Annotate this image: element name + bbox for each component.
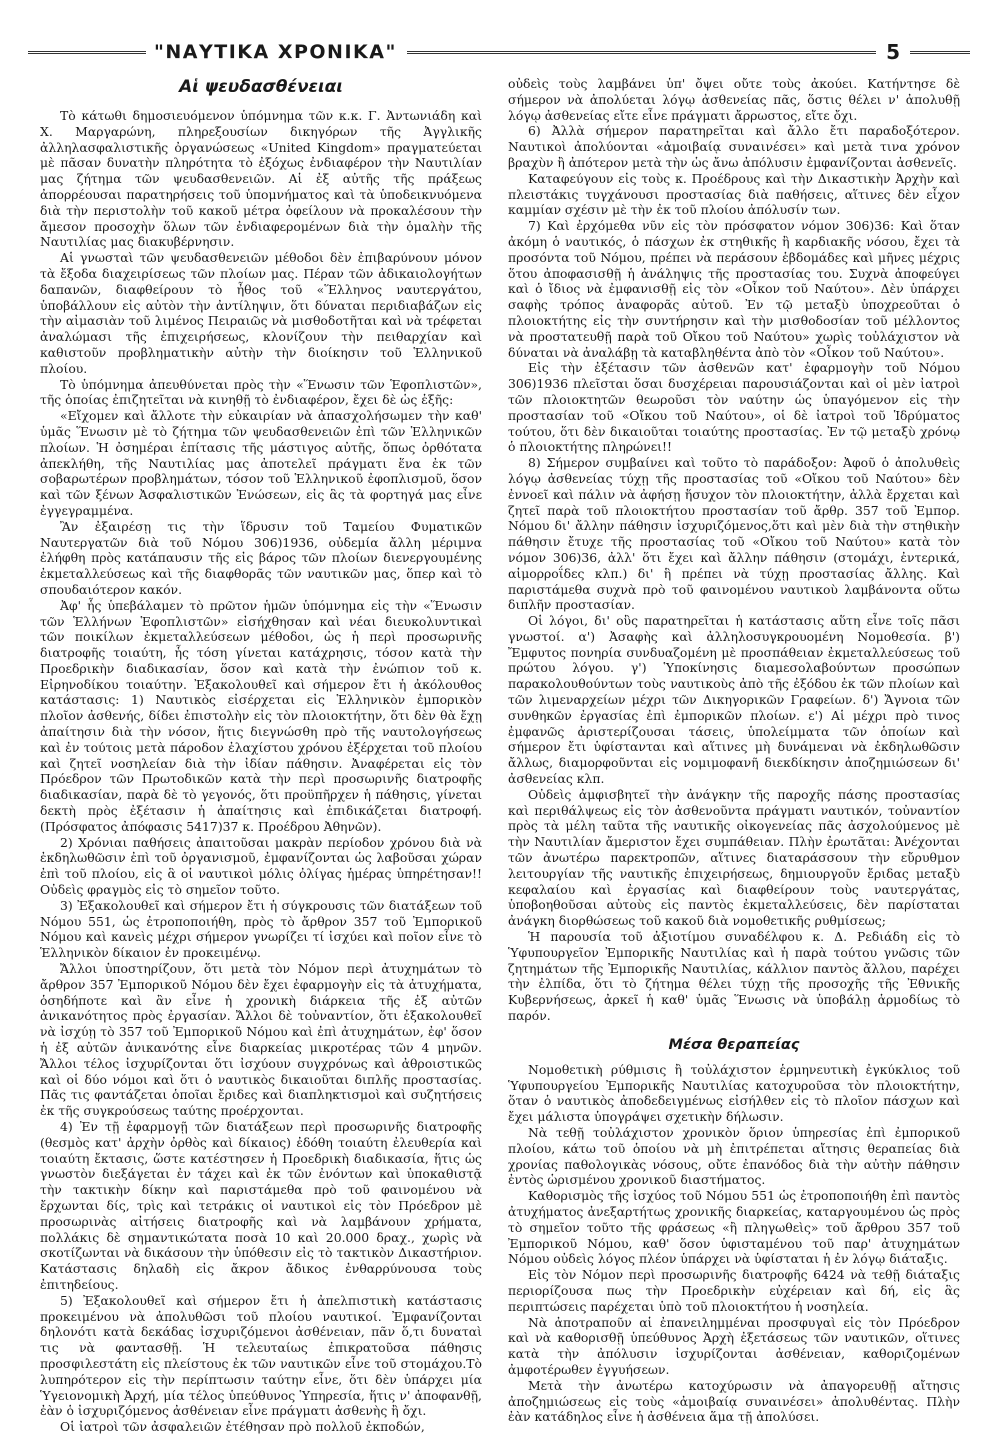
header-rule-left: [28, 51, 146, 54]
article-paragraph: Εἰς τὴν ἐξέτασιν τῶν ἀσθενῶν κατ' ἐφαρμογὴν τοῦ Νόμου 306)1936 πλεῖσται ὅσαι δυσχέρειαι παρουσιάζονται καὶ οἱ μὲν ἰατροὶ τῶν πλοιοκτητῶν θεωροῦσι τὸν ναύτην ὡς ὑπαγόμενον εἰς τὴν προστασίαν τοῦ «Οἴκου τοῦ Ναύτου», οἱ δὲ ἰατροὶ τοῦ Ἱδρύματος τούτου, ὅτι δὲν δικαιοῦται τοιαύτης προστασίας. Ἐν τῷ μεταξὺ χρόνῳ ὁ πλοιοκτήτης πληρώνει!!: [508, 360, 960, 455]
article-paragraph: Νὰ τεθῇ τοὐλάχιστον χρονικὸν ὅριον ὑπηρεσίας ἐπὶ ἐμπορικοῦ πλοίου, κάτω τοῦ ὁποίου νὰ μὴ ἐπιτρέπεται αἴτησις θεραπείας διὰ χρονίας παθολογικὰς νόσους, οὔτε ἐπανόδος διὰ τὴν αὐτὴν πάθησιν ἐντὸς ὡρισμένου χρονικοῦ διαστήματος.: [508, 1125, 960, 1188]
masthead: "ΝΑΥΤΙΚΑ ΧΡΟΝΙΚΑ": [154, 41, 397, 63]
article-paragraph: Νὰ ἀποτραποῦν αἱ ἐπανειλημμέναι προσφυγαὶ εἰς τὸν Πρόεδρον καὶ νὰ καθορισθῇ ὑπεύθυνος Ἀρχὴ ἐξετάσεως τῶν ναυτικῶν, οἵτινες κατὰ τὴν ἀπόλυσιν ἰσχυρίζονται ἀσθένειαν, καθοριζομένων ἀμφοτέρωθεν ἐγγυήσεων.: [508, 1314, 960, 1377]
right-column: [508, 76, 960, 1425]
article-paragraph: Ἄλλοι ὑποστηρίζουν, ὅτι μετὰ τὸν Νόμον περὶ ἀτυχημάτων τὸ ἄρθρον 357 Ἐμπορικοῦ Νόμου δὲν ἔχει ἐφαρμογὴν εἰς τὰ ἀτυχήματα, ὁσηδήποτε καὶ ἂν εἶνε ἡ χρονικὴ διάρκεια τῆς ἐξ αὐτῶν ἀνικανότητος πρὸς ἐργασίαν. Ἄλλοι δὲ τοὐναντίον, ὅτι ἐξακολουθεῖ νὰ ἰσχύῃ τὸ 357 τοῦ Ἐμπορικοῦ Νόμου καὶ ἐπὶ ἀτυχημάτων, ἐφ' ὅσον ἡ ἐξ αὐτῶν ἀνικανότης εἶνε διαρκείας μικροτέρας τῶν 4 μηνῶν. Ἄλλοι τέλος ἰσχυρίζονται ὅτι ἰσχύουν συγχρόνως καὶ ἀθροιστικῶς καὶ οἱ δύο νόμοι καὶ ὅτι ὁ ναυτικὸς δικαιοῦται διπλῆς προστασίας. Πᾶς τις φαντάζεται ὁποῖαι ἔριδες καὶ διαπληκτισμοὶ καὶ συζητήσεις ἐκ τῆς συγκρούσεως ταύτης προέρχονται.: [40, 961, 482, 1119]
article-paragraph: Οἱ λόγοι, δι' οὓς παρατηρεῖται ἡ κατάστασις αὕτη εἶνε τοῖς πᾶσι γνωστοί. α') Ἀσαφὴς καὶ ἀλληλοσυγκρουομένη Νομοθεσία. β') Ἔμφυτος πονηρία συνδυαζομένη μὲ προσπάθειαν ἐκμεταλλεύσεως τοῦ πρώτου λόγου. γ') Ὑποκίνησις διαμεσολαβούντων προσώπων παρακολουθούντων τοὺς ναυτικοὺς ἀπὸ τῆς ἐξόδου ἐκ τῶν πλοίων καὶ τῶν λιμεναρχείων μέχρι τῶν Δικηγορικῶν Γραφείων. δ') Ἄγνοια τῶν συνθηκῶν ἐργασίας ἐπὶ ἐμπορικῶν πλοίων. ε') Αἱ μέχρι πρὸ τινος ἐμφανῶς ἀριστερίζουσαι τάσεις, ὑπολείμματα τῶν ὁποίων καὶ σήμερον ἔτι ὑφίστανται καὶ αἵτινες μὴ δυνάμεναι νὰ ἐκδηλωθῶσιν ἄλλως, διαμορφοῦνται εἰς νομιμοφανῆ διεκδίκησιν ἀποζημιώσεων δι' ἀσθενείας κλπ.: [508, 613, 960, 787]
article-paragraph: Καθορισμὸς τῆς ἰσχύος τοῦ Νόμου 551 ὡς ἐτροποποιήθη ἐπὶ παντὸς ἀτυχήματος ἀνεξαρτήτως χρονικῆς διαρκείας, καταργουμένου ὡς πρὸς τὸ σημεῖον τοῦτο τῆς φράσεως «ἢ πληγωθεὶς» τοῦ ἄρθρου 357 τοῦ Ἐμπορικοῦ Νόμου, καθ' ὅσον ὑφισταμένου τοῦ παρ' ἀτυχημάτων Νόμου οὐδεὶς λόγος πλέον ὑπάρχει νὰ ὑφίσταται ἡ ἐν λόγῳ διάταξις.: [508, 1188, 960, 1267]
article-paragraph: 3) Ἐξακολουθεῖ καὶ σήμερον ἔτι ἡ σύγκρουσις τῶν διατάξεων τοῦ Νόμου 551, ὡς ἐτροποποιήθη, πρὸς τὸ ἄρθρον 357 τοῦ Ἐμπορικοῦ Νόμου καὶ κανεὶς μέχρι σήμερον γνωρίζει τί ἰσχύει καὶ ποῖον εἶνε τὸ Ἑλληνικὸν δίκαιον ἐν προκειμένῳ.: [40, 897, 482, 961]
left-column: [40, 76, 482, 1435]
article-paragraph: Μετὰ τὴν ἀνωτέρω κατοχύρωσιν νὰ ἀπαγορευθῇ αἴτησις ἀποζημιώσεως εἰς τοὺς «ἀμοιβαίᾳ συναινέσει» ἀπολυθέντας. Πλὴν ἐὰν κατάδηλος εἶνε ἡ ἀσθένεια ἅμα τῇ ἀπολύσει.: [508, 1377, 960, 1425]
header-rule-right: [910, 51, 970, 54]
article-paragraph: «Εἴχομεν καὶ ἄλλοτε τὴν εὐκαιρίαν νὰ ἀπασχολήσωμεν τὴν καθ' ὑμᾶς Ἕνωσιν μὲ τὸ ζήτημα τῶν ψευδασθενειῶν ἐπὶ τῶν Ἑλληνικῶν πλοίων. Ἡ ὀσημέραι ἐπίτασις τῆς μάστιγος αὐτῆς, ὅπως ὀρθότατα ἀπεκλήθη, τῆς Ναυτιλίας μας ἀποτελεῖ πράγματι ἕνα ἐκ τῶν σοβαρωτέρων προβλημάτων, τόσον τοῦ Ἑλληνικοῦ ἐφοπλισμοῦ, ὅσον καὶ τῶν ξένων Ἀσφαλιστικῶν Ἑνώσεων, εἰς ἃς τὰ φορτηγά μας εἶνε ἐγγεγραμμένα.: [40, 408, 482, 518]
page-header: [28, 40, 970, 64]
article-paragraph: Τὸ κάτωθι δημοσιευόμενον ὑπόμνημα τῶν κ.κ. Γ. Ἀντωνιάδη καὶ Χ. Μαργαρώνη, πληρεξουσίων δικηγόρων τῆς Ἀγγλικῆς ἀλληλασφαλιστικῆς ὀργανώσεως «United Kingdom» πραγματεύεται μὲ πᾶσαν δυνατὴν πληρότητα τὸ ἐξόχως ἐνδιαφέρον τὴν Ναυτιλίαν μας ζήτημα τῶν ψευδασθενειῶν. Αἱ ἐξ αὐτῆς τῆς πράξεως ἀπορρέουσαι παρατηρήσεις τοῦ ὑπομνήματος καὶ τὰ ὑποδεικνυόμενα διὰ τὴν περιστολὴν τοῦ κακοῦ μέτρα ὀφείλουν νὰ προκαλέσουν τὴν ἄμεσον προσοχὴν ὅλων τῶν ἐνδιαφερομένων διὰ τὴν ὁμαλὴν τῆς Ναυτιλίας μας διακυβέρνησιν.: [40, 108, 482, 250]
article-paragraph: 6) Ἀλλὰ σήμερον παρατηρεῖται καὶ ἄλλο ἔτι παραδοξότερον. Ναυτικοὶ ἀπολύονται «ἀμοιβαίᾳ συναινέσει» καὶ μετὰ τινα χρόνον βραχὺν ἢ ἀπότερον μετὰ τὴν ὡς ἄνω ἀπόλυσιν ἐμφανίζονται ἀσθενεῖς.: [508, 123, 960, 170]
article-paragraph: Καταφεύγουν εἰς τοὺς κ. Προέδρους καὶ τὴν Δικαστικὴν Ἀρχὴν καὶ πλειστάκις τυγχάνουσι προστασίας διὰ παθήσεις, αἵτινες δὲν εἶχον καμμίαν σχέσιν μὲ τὴν ἐκ τοῦ πλοίου ἀπόλυσίν των.: [508, 170, 960, 218]
section-subtitle: Μέσα θεραπείας: [668, 1036, 800, 1053]
article-paragraph: Τὸ ὑπόμνημα ἀπευθύνεται πρὸς τὴν «Ἕνωσιν τῶν Ἑφοπλιστῶν», τῆς ὁποίας ἐπιζητεῖται νὰ κινηθῇ τὸ ἐνδιαφέρον, ἔχει δὲ ὡς ἑξῆς:: [40, 376, 482, 408]
article-paragraph: Οὐδεὶς ἀμφισβητεῖ τὴν ἀνάγκην τῆς παροχῆς πάσης προστασίας καὶ περιθάλψεως εἰς τὸν ἀσθενοῦντα πράγματι ναυτικόν, τοὐναντίον πρὸς τὰ μέλη ταῦτα τῆς ναυτικῆς οἰκογενείας πᾶς ἀσχολούμενος μὲ τὴν Ναυτιλίαν ἄμεριστον ἔχει συμπάθειαν. Πλὴν ἐρωτᾶται: Ἀνέχονται τῶν ἀνωτέρω παρεκτροπῶν, αἵτινες διαταράσσουν τὴν εὔρυθμον λειτουργίαν τῆς ναυτικῆς ἐπιχειρήσεως, δημιουργοῦν ἔριδας μεταξὺ κεφαλαίου καὶ ἐργασίας καὶ διαφθείρουν τοὺς ναυτεργάτας, ὑποβοηθοῦσαι αὐτοὺς εἰς παντὸς ἐκμεταλλεύσεις, δὲν παρίσταται ἀνάγκη διορθώσεως τοῦ κακοῦ διὰ νομοθετικῆς ρυθμίσεως;: [508, 786, 960, 929]
article-paragraph: Ἀφ' ἧς ὑπεβάλαμεν τὸ πρῶτον ἡμῶν ὑπόμνημα εἰς τὴν «Ἕνωσιν τῶν Ἑλλήνων Ἑφοπλιστῶν» εἰσήχθησαν καὶ νέαι διευκολυντικαὶ τῶν ποικίλων ἐκμεταλλεύσεων μέθοδοι, ὡς ἡ περὶ προσωρινῆς διατροφῆς τοιαύτη, ἧς τόση γίνεται κατάχρησις, τόσον κατὰ τὴν Προεδρικὴν διαδικασίαν, ὅσον καὶ κατὰ τὴν ἐνώπιον τοῦ κ. Εἰρηνοδίκου τοιαύτην. Ἐξακολουθεῖ καὶ σήμερον ἔτι ἡ ἀκόλουθος κατάστασις: 1) Ναυτικὸς εἰσέρχεται εἰς Ἑλληνικὸν ἐμπορικὸν πλοῖον ἀσθενής, δίδει ἐπιστολὴν εἰς τὸν πλοιοκτήτην, ὅτι δὲν θὰ ἔχῃ ἀπαίτησιν διὰ τὴν νόσον, ἥτις διεγνώσθη πρὸ τῆς ναυτολογήσεως καὶ ἐν τούτοις μετὰ πάροδον ἐλαχίστου χρόνου ἐξέρχεται τοῦ πλοίου καὶ ζητεῖ νοσηλείαν διὰ τὴν ἰδίαν πάθησιν. Ἀναφέρεται εἰς τὸν Πρόεδρον τῶν Πρωτοδικῶν κατὰ τὴν περὶ προσωρινῆς διατροφῆς διαδικασίαν, παρὰ δὲ τὸ γεγονός, ὅτι προϋπῆρχεν ἡ πάθησις, γίνεται δεκτὴ πρὸς ἐξέτασιν ἡ ἀπαίτησις καὶ ἐπιδικάζεται διατροφή. (Πρόσφατος ἀπόφασις 5417)37 κ. Προέδρου Ἀθηνῶν).: [40, 597, 482, 834]
article-paragraph: Ἂν ἐξαιρέσῃ τις τὴν ἵδρυσιν τοῦ Ταμείου Φυματικῶν Ναυτεργατῶν διὰ τοῦ Νόμου 306)1936, οὐδεμία ἄλλη μέριμνα ἐλήφθη πρὸς κατάπαυσιν τῆς εἰς βάρος τῶν πλοίων διενεργουμένης ἐκμεταλλεύσεως καὶ τῆς διαφθορᾶς τῶν ναυτικῶν μας, ὅπερ καὶ τὸ σπουδαιότερον κακόν.: [40, 518, 482, 597]
header-rule-middle: [407, 51, 876, 54]
page-number: 5: [886, 40, 900, 64]
article-paragraph: Ἡ παρουσία τοῦ ἀξιοτίμου συναδέλφου κ. Δ. Ρεδιάδη εἰς τὸ Ὑφυπουργεῖον Ἐμπορικῆς Ναυτιλίας καὶ ἡ παρὰ τούτου γνῶσις τῶν ζητημάτων τῆς Ἐμπορικῆς Ναυτιλίας, κάλλιον παντὸς ἄλλου, παρέχει τὴν ἐλπίδα, ὅτι τὸ ζήτημα θέλει τύχῃ τῆς προσοχῆς τῆς Ἐθνικῆς Κυβερνήσεως, ἀρκεῖ ἡ καθ' ὑμᾶς Ἕνωσις νὰ ὑποβάλῃ ἁρμοδίως τὸ παρόν.: [508, 929, 960, 1024]
article-paragraph: Νομοθετικὴ ρύθμισις ἢ τοὐλάχιστον ἑρμηνευτικὴ ἐγκύκλιος τοῦ Ὑφυπουργείου Ἐμπορικῆς Ναυτιλίας κατοχυροῦσα τὸν πλοιοκτήτην, ὅταν ὁ ναυτικὸς ἀποδεδειγμένως εἰσήλθεν εἰς τὸ πλοῖον πάσχων καὶ ἔχει μάλιστα ὑπογράψει σχετικὴν δήλωσιν.: [508, 1061, 960, 1125]
article-paragraph: 5) Ἐξακολουθεῖ καὶ σήμερον ἔτι ἡ ἀπελπιστικὴ κατάστασις προκειμένου νὰ ἀπολυθῶσι τοῦ πλοίου ναυτικοί. Ἐμφανίζονται δηλονότι κατὰ δεκάδας ἰσχυριζόμενοι ἀσθένειαν, πᾶν ὅ,τι δυναταὶ τις νὰ φαντασθῇ. Ἡ τελευταίως ἐπικρατοῦσα πάθησις προσφιλεστάτη εἰς πλείστους ἐκ τῶν ναυτικῶν εἶνε τοῦ στομάχου.Τὸ λυπηρότερον εἰς τὴν περίπτωσιν ταύτην εἶνε, ὅτι δὲν ὑπάρχει μία Ὑγειονομικὴ Ἀρχή, μία τέλος ὑπεύθυνος Ὑπηρεσία, ἥτις ν' ἀποφανθῇ, ἐὰν ὁ ἰσχυριζόμενος ἀσθένειαν εἶνε πράγματι ἀσθενὴς ἢ ὄχι.: [40, 1292, 482, 1419]
article-paragraph: Οἱ ἰατροὶ τῶν ἀσφαλειῶν ἐτέθησαν πρὸ πολλοῦ ἐκποδών,: [60, 1419, 425, 1435]
article-paragraph: Εἰς τὸν Νόμον περὶ προσωρινῆς διατροφῆς 6424 νὰ τεθῇ διάταξις περιορίζουσα πως τὴν Προεδρικὴν εὐχέρειαν καὶ δή, εἰς ἃς περιπτώσεις παρέχεται ὑπὸ τοῦ πλοιοκτήτου ἡ νοσηλεία.: [508, 1267, 960, 1314]
article-paragraph: 8) Σήμερον συμβαίνει καὶ τοῦτο τὸ παράδοξον: Ἀφοῦ ὁ ἀπολυθεὶς λόγῳ ἀσθενείας τύχῃ τῆς προστασίας τοῦ «Οἴκου τοῦ Ναύτου» δὲν ἐννοεῖ καὶ πάλιν νὰ ἀφήσῃ ἥσυχον τὸν πλοιοκτήτην, ἀλλὰ ἔρχεται καὶ ζητεῖ παρὰ τοῦ πλοιοκτήτου προστασίαν τοῦ ἄρθρ. 357 τοῦ Ἐμπορ. Νόμου δι' ἄλλην πάθησιν ἰσχυριζόμενος,ὅτι καὶ μὲν διὰ τὴν στηθικὴν πάθησιν ἔτυχε τῆς προστασίας τοῦ «Οἴκου τοῦ Ναύτου» κατὰ τὸν νόμον 306)36, ἀλλ' ὅτι ἔχει καὶ ἄλλην πάθησιν (στομάχι, ἐντερικά, αἱμορροΐδες κλπ.) δι' ἣ πρέπει νὰ τύχῃ προστασίας ἄλλης. Καὶ παριστάμεθα συχνὰ πρὸ τοῦ φαινομένου ναυτικοὺ λαμβάνοντα οὕτω διπλῆν προστασίαν.: [508, 455, 960, 613]
article-paragraph: 2) Χρόνιαι παθήσεις ἀπαιτοῦσαι μακρὰν περίοδον χρόνου διὰ νὰ ἐκδηλωθῶσιν ἐπὶ τοῦ ὀργανισμοῦ, ἐμφανίζονται ὡς λαβοῦσαι χώραν ἐπὶ τοῦ πλοίου, εἰς ἃ οἱ ναυτικοὶ μόλις ὀλίγας ἡμέρας ὑπηρέτησαν!! Οὐδεὶς φραγμὸς εἰς τὸ σημεῖον τοῦτο.: [40, 834, 482, 898]
article-title: Αἱ ψευδασθένειαι: [179, 77, 343, 97]
article-paragraph: οὐδεὶς τοὺς λαμβάνει ὑπ' ὄψει οὔτε τοὺς ἀκούει. Κατήντησε δὲ σήμερον νὰ ἀπολύεται λόγῳ ἀσθενείας πᾶς, ὅστις θέλει ν' ἀπολυθῇ λόγῳ ἀσθενείας εἴτε εἶνε πράγματι ἄρρωστος, εἴτε ὄχι.: [508, 76, 960, 123]
article-paragraph: 7) Καὶ ἐρχόμεθα νῦν εἰς τὸν πρόσφατον νόμον 306)36: Καὶ ὅταν ἀκόμη ὁ ναυτικός, ὁ πάσχων ἐκ στηθικῆς ἢ καρδιακῆς νόσου, ἔχει τὰ προσόντα τοῦ Νόμου, πρέπει νὰ περάσουν ἑβδομάδες καὶ μῆνες μέχρις ὅτου ἀποφασισθῇ ἡ ἀνάληψις τῆς προστασίας του. Συχνὰ ἀποφεύγει καὶ ὁ ἴδιος νὰ ἐμφανισθῇ εἰς τὸν «Οἶκον τοῦ Ναύτου». Δὲν ὑπάρχει σαφὴς τρόπος ἀναφορᾶς αὐτοῦ. Ἐν τῷ μεταξὺ ὑποχρεοῦται ὁ πλοιοκτήτης εἰς τὴν συντήρησιν καὶ τὴν μισθοδοσίαν τοῦ μέλλοντος νὰ προστατευθῇ παρὰ τοῦ Οἴκου τοῦ Ναύτου» χωρὶς τοὐλάχιστον νὰ δύναται νὰ ἀναλάβῃ τὰ καταβληθέντα ἀπὸ τὸν «Οἶκον τοῦ Ναύτου».: [508, 218, 960, 360]
article-paragraph: 4) Ἐν τῇ ἐφαρμογῇ τῶν διατάξεων περὶ προσωρινῆς διατροφῆς (θεσμὸς κατ' ἀρχὴν ὀρθὸς καὶ δίκαιος) ἐδόθη τοιαύτη ἐλευθερία καὶ τοιαύτη ἔκτασις, ὥστε κατέστησεν ἡ Προεδρικὴ διαδικασία, ἥτις ὡς γνωστὸν διεξάγεται ἐν τάχει καὶ ἐκ τῶν ἐνόντων καὶ ὑποκαθιστᾷ τὴν τακτικὴν δίκην καὶ παριστάμεθα πρὸ τοῦ φαινομένου νὰ ἔρχωνται δίς, τρὶς καὶ τετράκις οἱ ναυτικοὶ εἰς τὸν Πρόεδρον μὲ προσωρινὰς αἰτήσεις διατροφῆς καὶ νὰ λαμβάνουν χρήματα, πολλάκις δὲ σημαντικώτατα ποσὰ 10 καὶ 20.000 δραχ., χωρὶς νὰ σκοτίζωνται νὰ δικάσουν τὴν ὑπόθεσιν εἰς τὸ τακτικὸν Δικαστήριον. Κατάστασις δηλαδὴ εἰς ἄκρον ἄδικος ἐνθαρρύνουσα τοὺς ἐπιτηδείους.: [40, 1119, 482, 1292]
article-paragraph: Αἱ γνωσταὶ τῶν ψευδασθενειῶν μέθοδοι δὲν ἐπιβαρύνουν μόνον τὰ ἔξοδα διαχειρίσεως τῶν πλοίων μας. Πέραν τῶν ἀδικαιολογήτων δαπανῶν, διαφθείρουν τὸ ἦθος τοῦ «Ἕλληνος ναυτεργάτου, ὑποβάλλουν εἰς αὐτὸν τὴν ἀντίληψιν, ὅτι δύναται περιδιαβάζων εἰς τὴν αἰμασιὰν τοῦ λιμένος Πειραιῶς νὰ μισθοδοτῆται καὶ νὰ τρέφεται ἀναλώμασι τῆς ἐπιχειρήσεως, κλονίζουν τὴν πειθαρχίαν καὶ καθιστοῦν προβληματικὴν αὐτὴν τὴν διοίκησιν τοῦ Ἑλληνικοῦ πλοίου.: [40, 250, 482, 376]
